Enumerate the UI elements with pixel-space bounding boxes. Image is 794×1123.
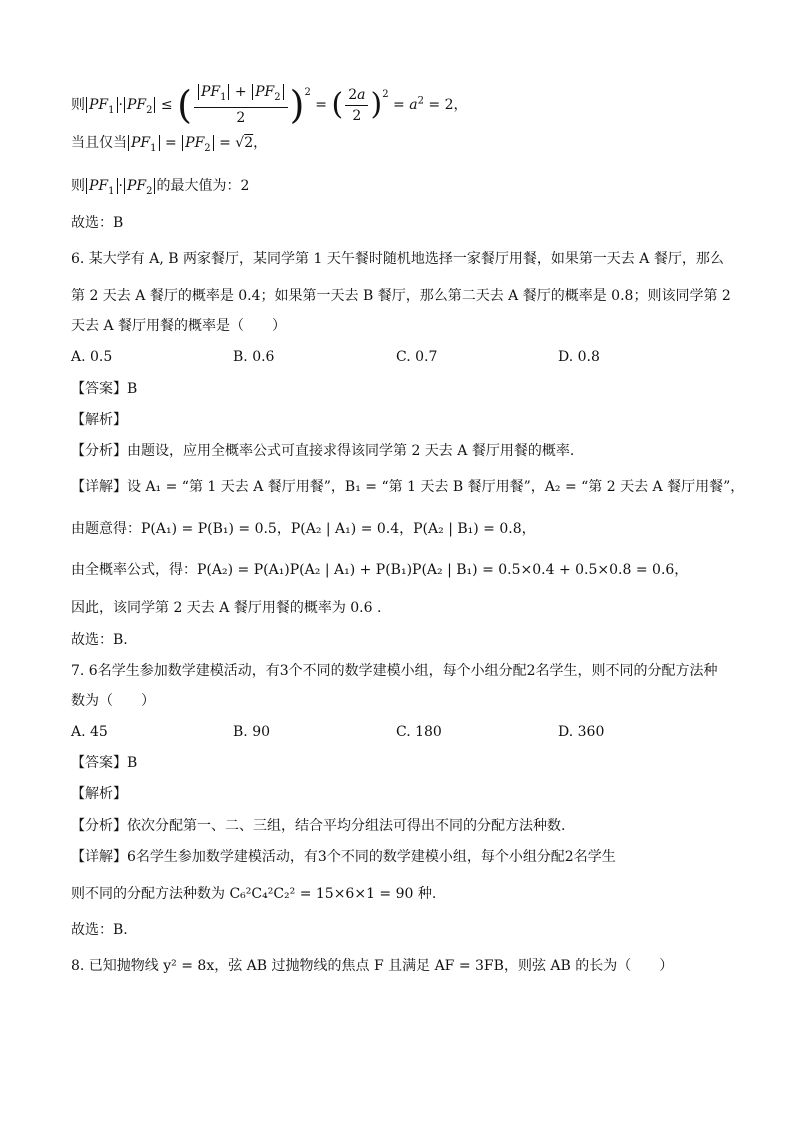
q5-equality-prefix: 当且仅当: [71, 135, 127, 151]
q6-choice: 故选：B.: [71, 632, 128, 648]
q7-count: 则不同的分配方法种数为 C₆²C₄²C₂² = 15×6×1 = 90 种.: [71, 886, 437, 902]
q7-option-a: A. 45: [71, 724, 108, 740]
q5-max-line: 则 $PF_1 \cdot PF_2$ 的最大值为：2: [71, 178, 250, 197]
q6-stem-line2: 第 2 天去 A 餐厅的概率是 0.4；如果第一天去 B 餐厅，那么第二天去 A 餐厅的概率是 0.8；则该同学第 2: [71, 288, 731, 304]
q5-choice: 故选：B: [71, 215, 124, 231]
q7-option-d: D. 360: [558, 724, 605, 740]
q6-option-b: B. 0.6: [233, 349, 275, 365]
q5-inequality-line: 则 $PF_1 \cdot PF_2$ ≤ ( $\frac{PF_1 + PF_2}{2}$ )$^2$ = ( $\frac{2a}{2}$ )$^2 = a^2 = 2$，: [71, 83, 468, 127]
q6-stem-line1: 6. 某大学有 A, B 两家餐厅，某同学第 1 天午餐时随机地选择一家餐厅用餐，如果第一天去 A 餐厅，那么: [71, 251, 724, 267]
q6-conclusion: 因此，该同学第 2 天去 A 餐厅用餐的概率为 0.6 .: [71, 600, 382, 616]
q6-xiangjie: 【详解】设 A₁ = “第 1 天去 A 餐厅用餐”，B₁ = “第 1 天去 B 餐厅用餐”，A₂ = “第 2 天去 A 餐厅用餐”，: [71, 479, 745, 495]
q5-prefix: 则: [71, 97, 85, 113]
q5-max-prefix: 则: [71, 178, 85, 194]
q6-option-c: C. 0.7: [396, 349, 438, 365]
q7-xiangjie: 【详解】6名学生参加数学建模活动，有3个不同的数学建模小组，每个小组分配2名学生: [71, 849, 616, 865]
q6-stem-line3: 天去 A 餐厅用餐的概率是（ ）: [71, 318, 287, 334]
q6-fenxi: 【分析】由题设，应用全概率公式可直接求得该同学第 2 天去 A 餐厅用餐的概率.: [71, 443, 575, 459]
q6-analysis-label: 【解析】: [71, 412, 127, 428]
q6-option-a: A. 0.5: [71, 349, 113, 365]
q5-max-value: 的最大值为：2: [156, 178, 250, 194]
q5-tail: ，: [453, 97, 468, 113]
q7-fenxi: 【分析】依次分配第一、二、三组，结合平均分组法可得出不同的分配方法种数.: [71, 818, 566, 834]
q7-stem-line2: 数为（ ）: [71, 693, 155, 709]
q5-equality-tail: ，: [253, 135, 268, 151]
q5-equality-line: 当且仅当 $PF_1 = PF_2 = √2$，: [71, 135, 268, 154]
q7-analysis-label: 【解析】: [71, 786, 127, 802]
q8-stem: 8. 已知抛物线 y² = 8x，弦 AB 过抛物线的焦点 F 且满足 AF = 3FB，则弦 AB 的长为（ ）: [71, 958, 674, 974]
q6-option-d: D. 0.8: [558, 349, 600, 365]
q7-choice: 故选：B.: [71, 922, 128, 938]
q7-option-c: C. 180: [396, 724, 442, 740]
q7-stem-line1: 7. 6名学生参加数学建模活动，有3个不同的数学建模小组，每个小组分配2名学生，则不同的分配方法种: [71, 663, 718, 679]
q7-answer: 【答案】B: [71, 755, 138, 771]
q6-given: 由题意得：P(A₁) = P(B₁) = 0.5，P(A₂ | A₁) = 0.4，P(A₂ | B₁) = 0.8，: [71, 521, 536, 537]
q7-option-b: B. 90: [233, 724, 271, 740]
q6-total-probability: 由全概率公式，得：P(A₂) = P(A₁)P(A₂ | A₁) + P(B₁)P(A₂ | B₁) = 0.5×0.4 + 0.5×0.8 = 0.6，: [71, 562, 689, 578]
q6-answer: 【答案】B: [71, 381, 138, 397]
